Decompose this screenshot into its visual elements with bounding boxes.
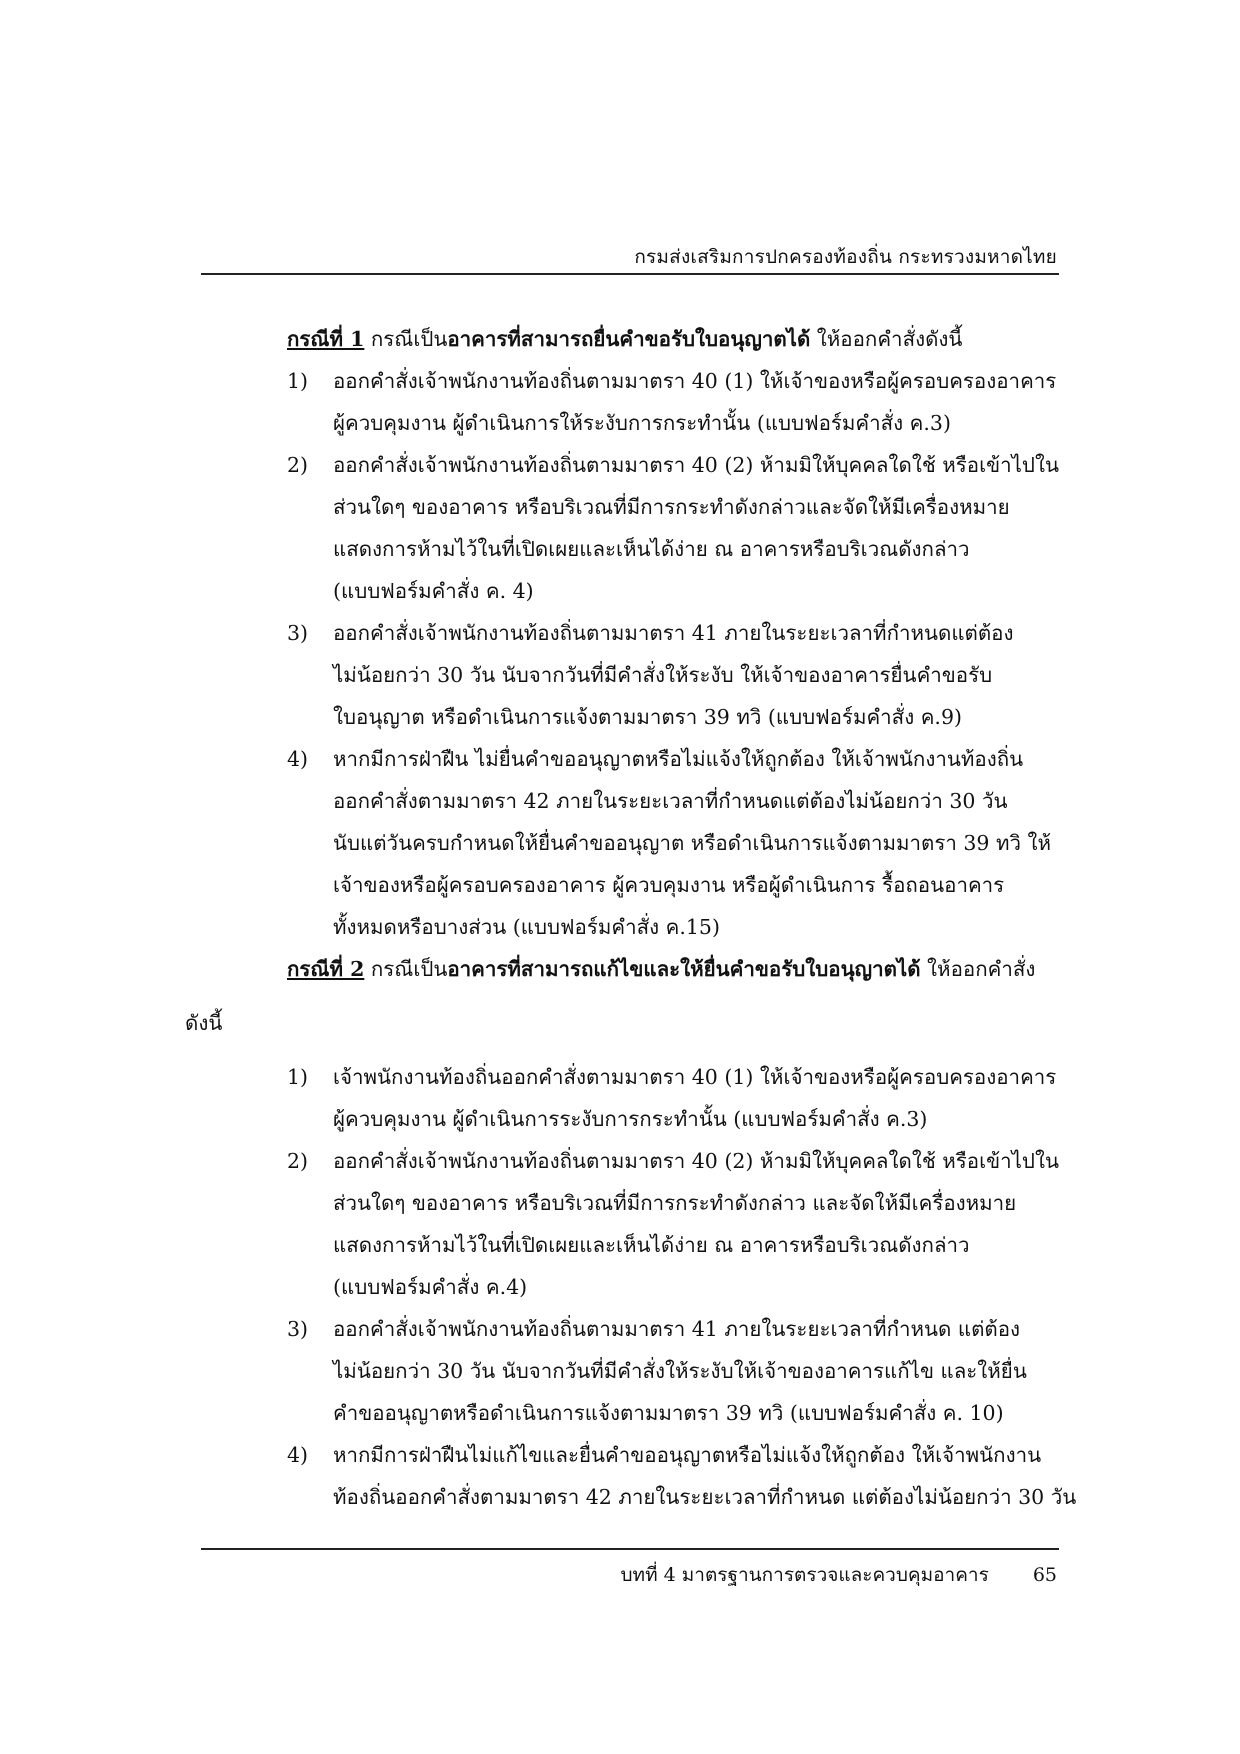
text-line: ไม่น้อยกว่า 30 วัน นับจากวันที่มีคำสั่งให้ระงับ ให้เจ้าของอาคารยื่นคำขอรับ bbox=[333, 663, 993, 687]
text-line: (แบบฟอร์มคำสั่ง ค.4) bbox=[333, 1275, 528, 1299]
text-line: เจ้าของหรือผู้ครอบครองอาคาร ผู้ควบคุมงาน หรือผู้ดำเนินการ รื้อถอนอาคาร bbox=[333, 873, 1005, 897]
list-item bbox=[201, 444, 1059, 612]
list-item-text bbox=[333, 1434, 1077, 1518]
list-item-text bbox=[333, 738, 1059, 948]
list-item-number: 3) bbox=[287, 1317, 309, 1341]
footer-rule bbox=[201, 1548, 1059, 1550]
list-item-number: 2) bbox=[287, 1149, 309, 1173]
list-item-text bbox=[333, 612, 1059, 738]
text-line: หากมีการฝ่าฝืน ไม่ยื่นคำขออนุญาตหรือไม่แจ้งให้ถูกต้อง ให้เจ้าพนักงานท้องถิ่น bbox=[333, 747, 1024, 771]
text-line: ทั้งหมดหรือบางส่วน (แบบฟอร์มคำสั่ง ค.15) bbox=[333, 915, 720, 939]
case-2-list bbox=[201, 1056, 1077, 1518]
text-line: ออกคำสั่งเจ้าพนักงานท้องถิ่นตามมาตรา 41 ภายในระยะเวลาที่กำหนด แต่ต้อง bbox=[333, 1317, 1021, 1341]
text-line: ออกคำสั่งเจ้าพนักงานท้องถิ่นตามมาตรา 41 ภายในระยะเวลาที่กำหนดแต่ต้อง bbox=[333, 621, 1014, 645]
list-item-text bbox=[333, 360, 1059, 444]
text-line: ผู้ควบคุมงาน ผู้ดำเนินการระงับการกระทำนั้น (แบบฟอร์มคำสั่ง ค.3) bbox=[333, 1107, 928, 1131]
text-line: หากมีการฝ่าฝืนไม่แก้ไขและยื่นคำขออนุญาตหรือไม่แจ้งให้ถูกต้อง ให้เจ้าพนักงาน bbox=[333, 1443, 1042, 1467]
case-2-heading bbox=[201, 948, 1059, 990]
case-1-prefix: กรณีเป็น bbox=[364, 327, 448, 351]
case-1-bold-title: อาคารที่สามารถยื่นคำขอรับใบอนุญาตได้ bbox=[447, 327, 811, 351]
text-line: แสดงการห้ามไว้ในที่เปิดเผยและเห็นได้ง่าย ณ อาคารหรือบริเวณดังกล่าว bbox=[333, 1233, 970, 1257]
text-line: ออกคำสั่งเจ้าพนักงานท้องถิ่นตามมาตรา 40 (2) ห้ามมิให้บุคคลใดใช้ หรือเข้าไปใน bbox=[333, 1149, 1059, 1173]
list-item-text bbox=[333, 1140, 1059, 1308]
text-line: ท้องถิ่นออกคำสั่งตามมาตรา 42 ภายในระยะเวลาที่กำหนด แต่ต้องไม่น้อยกว่า 30 วัน bbox=[333, 1485, 1077, 1509]
running-footer bbox=[621, 1560, 1058, 1590]
list-item-text bbox=[333, 1056, 1059, 1140]
header-rule bbox=[201, 273, 1059, 275]
text-line: นับแต่วันครบกำหนดให้ยื่นคำขออนุญาต หรือดำเนินการแจ้งตามมาตรา 39 ทวิ ให้ bbox=[333, 831, 1052, 855]
list-item-text bbox=[333, 1308, 1059, 1434]
page-number: 65 bbox=[1032, 1564, 1057, 1586]
text-line: ส่วนใดๆ ของอาคาร หรือบริเวณที่มีการกระทำดังกล่าวและจัดให้มีเครื่องหมาย bbox=[333, 495, 1010, 519]
footer-chapter: บทที่ 4 มาตรฐานการตรวจและควบคุมอาคาร bbox=[620, 1564, 989, 1586]
case-2-continuation: ดังนี้ bbox=[185, 1011, 223, 1035]
body-content bbox=[185, 318, 1077, 1518]
list-item bbox=[201, 360, 1059, 444]
list-item bbox=[201, 738, 1059, 948]
text-line: ไม่น้อยกว่า 30 วัน นับจากวันที่มีคำสั่งให้ระงับให้เจ้าของอาคารแก้ไข และให้ยื่น bbox=[333, 1359, 1027, 1383]
text-line: ออกคำสั่งเจ้าพนักงานท้องถิ่นตามมาตรา 40 (1) ให้เจ้าของหรือผู้ครอบครองอาคาร bbox=[333, 369, 1057, 393]
list-item bbox=[201, 1308, 1059, 1434]
list-item bbox=[201, 612, 1059, 738]
text-line: ออกคำสั่งเจ้าพนักงานท้องถิ่นตามมาตรา 40 (2) ห้ามมิให้บุคคลใดใช้ หรือเข้าไปใน bbox=[333, 453, 1059, 477]
list-item bbox=[201, 1056, 1059, 1140]
list-item-number: 1) bbox=[287, 369, 309, 393]
list-item-number: 4) bbox=[287, 1443, 309, 1467]
text-line: ใบอนุญาต หรือดำเนินการแจ้งตามมาตรา 39 ทวิ (แบบฟอร์มคำสั่ง ค.9) bbox=[333, 705, 962, 729]
case-2-prefix: กรณีเป็น bbox=[364, 957, 448, 981]
case-1-list bbox=[201, 360, 1059, 948]
list-item bbox=[201, 1434, 1077, 1518]
list-item-text bbox=[333, 444, 1059, 612]
case-1-suffix: ให้ออกคำสั่งดังนี้ bbox=[810, 327, 963, 351]
case-1-label: กรณีที่ 1 bbox=[287, 327, 365, 351]
text-line: เจ้าพนักงานท้องถิ่นออกคำสั่งตามมาตรา 40 (1) ให้เจ้าของหรือผู้ครอบครองอาคาร bbox=[333, 1065, 1057, 1089]
case-2-bold-title: อาคารที่สามารถแก้ไขและให้ยื่นคำขอรับใบอนุญาตได้ bbox=[447, 957, 921, 981]
text-line: ผู้ควบคุมงาน ผู้ดำเนินการให้ระงับการกระทำนั้น (แบบฟอร์มคำสั่ง ค.3) bbox=[333, 411, 951, 435]
case-1-heading bbox=[201, 318, 1059, 360]
text-line: คำขออนุญาตหรือดำเนินการแจ้งตามมาตรา 39 ทวิ (แบบฟอร์มคำสั่ง ค. 10) bbox=[333, 1401, 1004, 1425]
case-2-label: กรณีที่ 2 bbox=[287, 957, 365, 981]
text-line: แสดงการห้ามไว้ในที่เปิดเผยและเห็นได้ง่าย ณ อาคารหรือบริเวณดังกล่าว bbox=[333, 537, 970, 561]
running-header: กรมส่งเสริมการปกครองท้องถิ่น กระทรวงมหาดไทย bbox=[634, 246, 1057, 268]
list-item bbox=[201, 1140, 1059, 1308]
list-item-number: 3) bbox=[287, 621, 309, 645]
list-item-number: 1) bbox=[287, 1065, 309, 1089]
list-item-number: 2) bbox=[287, 453, 309, 477]
case-2-suffix: ให้ออกคำสั่ง bbox=[920, 957, 1036, 981]
list-item-number: 4) bbox=[287, 747, 309, 771]
text-line: ส่วนใดๆ ของอาคาร หรือบริเวณที่มีการกระทำดังกล่าว และจัดให้มีเครื่องหมาย bbox=[333, 1191, 1017, 1215]
text-line: (แบบฟอร์มคำสั่ง ค. 4) bbox=[333, 579, 534, 603]
text-line: ออกคำสั่งตามมาตรา 42 ภายในระยะเวลาที่กำหนดแต่ต้องไม่น้อยกว่า 30 วัน bbox=[333, 789, 1008, 813]
